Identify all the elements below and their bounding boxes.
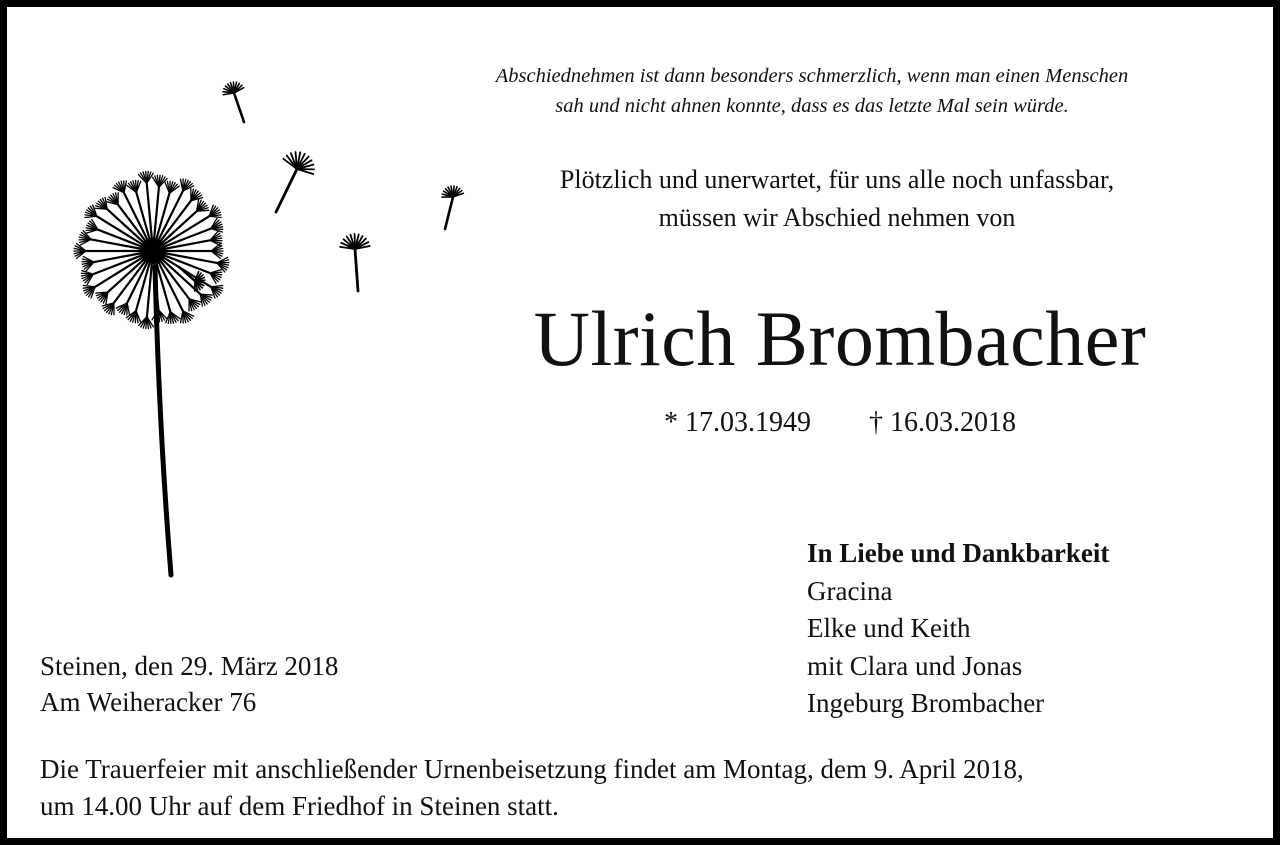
place-date-line: Steinen, den 29. März 2018 (40, 651, 339, 681)
dandelion-seed-icon (340, 234, 370, 291)
mourner-name: mit Clara und Jonas (807, 650, 1023, 681)
death-date: † 16.03.2018 (869, 407, 1016, 438)
dandelion-icon (47, 67, 407, 587)
place-and-date (40, 648, 540, 720)
birth-date: * 17.03.1949 (664, 407, 811, 438)
mourner-name: Elke und Keith (807, 613, 971, 643)
mourners-heading: In Liebe und Dankbarkeit (807, 538, 1110, 568)
intro-line: Plötzlich und unerwartet, für uns alle noch unfassbar, (559, 165, 1115, 194)
mourner-name: Gracina (807, 575, 893, 606)
deceased-name: Ulrich Brombacher (533, 295, 1147, 382)
motto-line: Abschiednehmen ist dann besonders schmerzlich, wenn man einen Menschen (495, 65, 1129, 87)
dandelion-seed-icon (276, 152, 314, 212)
intro-line: müssen wir Abschied nehmen von (658, 203, 1016, 232)
life-dates (427, 403, 1253, 443)
mourner-name: Ingeburg Brombacher (807, 688, 1045, 718)
dandelion-seed-icon (223, 82, 244, 122)
motto-line: sah und nicht ahnen konnte, dass es das letzte Mal sein würde. (555, 95, 1069, 117)
mourners-list (807, 535, 1247, 723)
intro-text (427, 161, 1247, 237)
service-line: um 14.00 Uhr auf dem Friedhof in Steinen statt. (40, 791, 559, 821)
motto-quote (387, 61, 1237, 121)
service-line: Die Trauerfeier mit anschließender Urnenbeisetzung findet am Montag, dem 9. April 2018, (40, 754, 1024, 784)
address-line: Am Weiheracker 76 (40, 687, 257, 717)
funeral-service-info (40, 751, 1270, 825)
